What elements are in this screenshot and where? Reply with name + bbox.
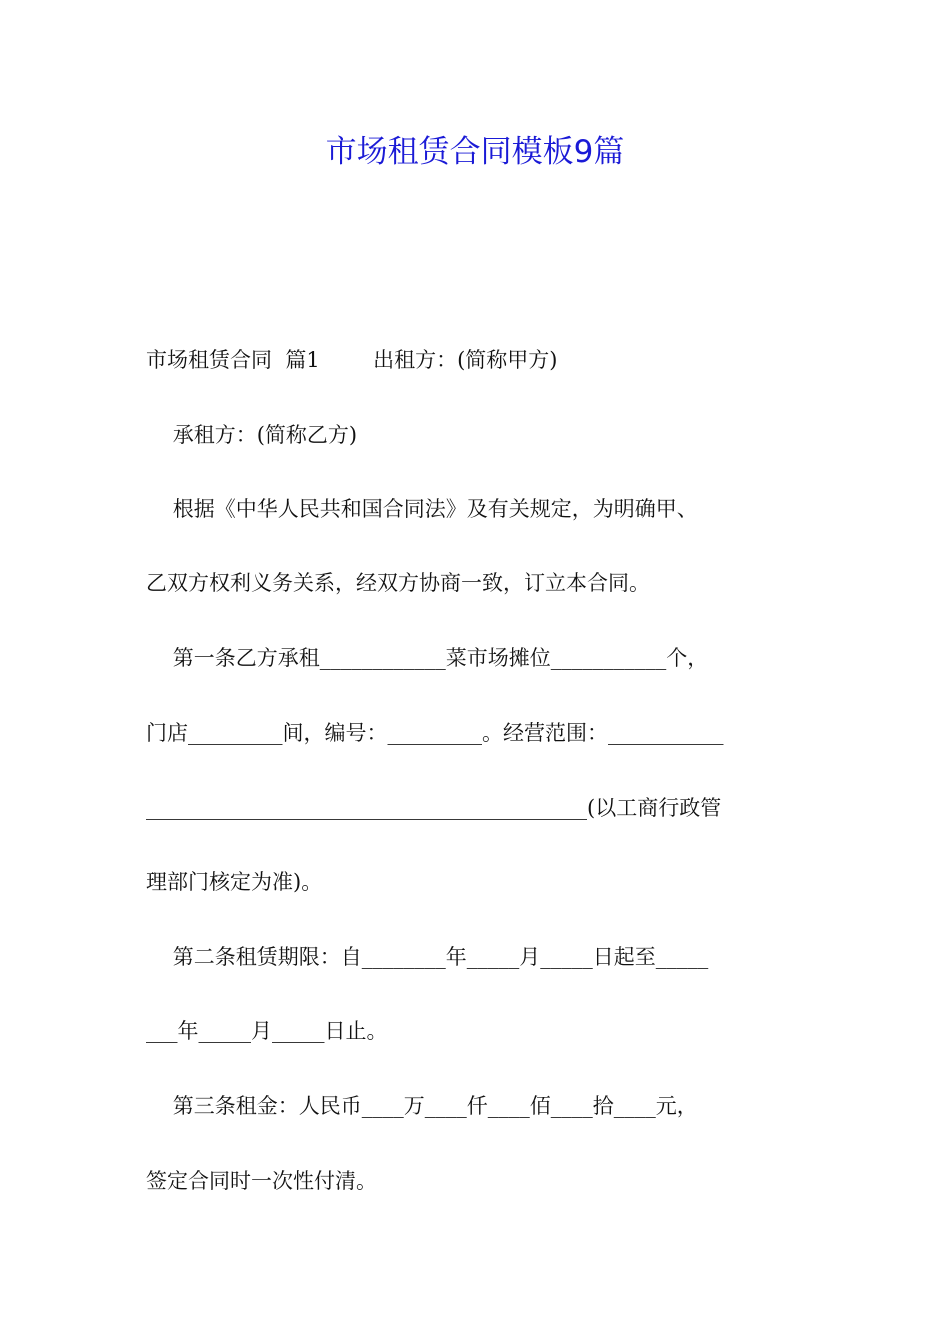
- text-line-8: 理部门核定为准)。: [146, 870, 323, 894]
- text-line-10: ___年_____月_____日止。: [146, 1019, 388, 1043]
- text-line-11: 第三条租金：人民币____万____仟____佰____拾____元，: [146, 1094, 698, 1118]
- text-line-3: 根据《中华人民共和国合同法》及有关规定，为明确甲、: [146, 497, 698, 521]
- text-line-9: 第二条租赁期限：自________年_____月_____日起至_____: [146, 945, 709, 969]
- text-line-5: 第一条乙方承租____________菜市场摊位___________个，: [146, 646, 709, 670]
- text-line-6: 门店_________间，编号：_________。经营范围：___________: [146, 721, 724, 745]
- text-line-7: __________________________________________(以工商行政管: [146, 796, 722, 820]
- document-title: 市场租赁合同模板9篇: [325, 134, 625, 170]
- text-line-4: 乙双方权利义务关系，经双方协商一致，订立本合同。: [146, 571, 650, 595]
- text-line-1: 市场租赁合同 篇1 出租方：(简称甲方): [146, 348, 558, 372]
- text-line-12: 签定合同时一次性付清。: [146, 1169, 377, 1193]
- text-line-2: 承租方：(简称乙方): [146, 423, 358, 447]
